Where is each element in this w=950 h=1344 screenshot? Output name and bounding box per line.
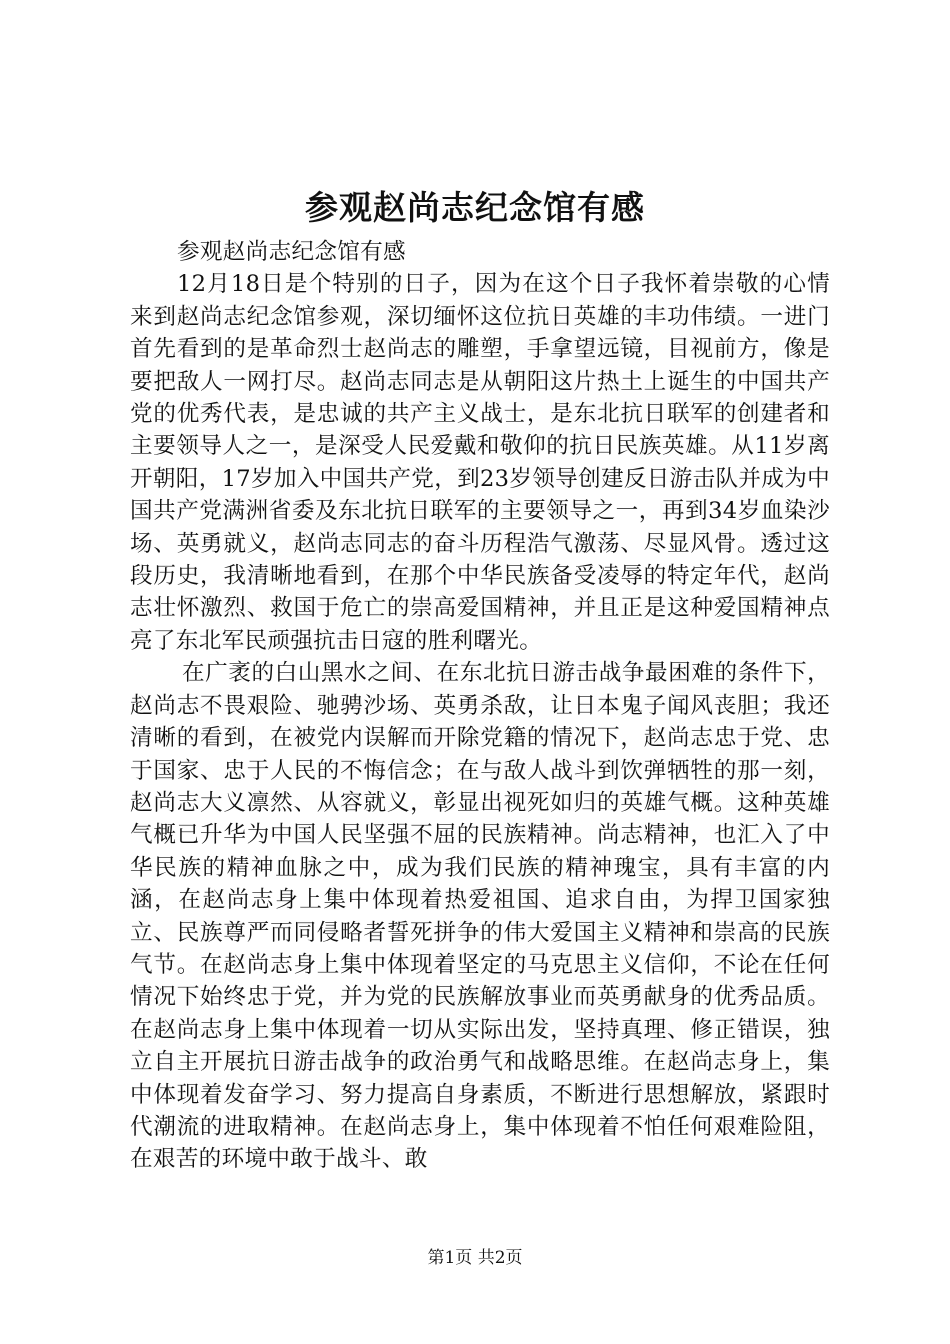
page-footer: 第1页 共2页 <box>427 1248 523 1268</box>
page-title: 参观赵尚志纪念馆有感 <box>305 188 645 227</box>
document-subtitle: 参观赵尚志纪念馆有感 <box>177 239 406 265</box>
document-body <box>130 236 830 1176</box>
paragraph: 12月18日是个特别的日子，因为在这个日子我怀着崇敬的心情来到赵尚志纪念馆参观，深切缅怀这位抗日英雄的丰功伟绩。一进门首先看到的是革命烈士赵尚志的雕塑，手拿望远镜，目视前方，像是要把敌人一网打尽。赵尚志同志是从朝阳这片热土上诞生的中国共产党的优秀代表，是忠诚的共产主义战士，是东北抗日联军的创建者和主要领导人之一，是深受人民爱戴和敬仰的抗日民族英雄。从11岁离开朝阳，17岁加入中国共产党，到23岁领导创建反日游击队并成为中国共产党满洲省委及东北抗日联军的主要领导之一，再到34岁血染沙场、英勇就义，赵尚志同志的奋斗历程浩气激荡、尽显风骨。透过这段历史，我清晰地看到，在那个中华民族备受凌辱的特定年代，赵尚志壮怀激烈、救国于危亡的崇高爱国精神，并且正是这种爱国精神点亮了东北军民顽强抗击日寇的胜利曙光。 <box>130 271 830 654</box>
paragraph: 在广袤的白山黑水之间、在东北抗日游击战争最困难的条件下，赵尚志不畏艰险、驰骋沙场、英勇杀敌，让日本鬼子闻风丧胆；我还清晰的看到，在被党内误解而开除党籍的情况下，赵尚志忠于党、忠于国家、忠于人民的不悔信念；在与敌人战斗到饮弹牺牲的那一刻，赵尚志大义凛然、从容就义，彰显出视死如归的英雄气概。这种英雄气概已升华为中国人民坚强不屈的民族精神。尚志精神，也汇入了中华民族的精神血脉之中，成为我们民族的精神瑰宝，具有丰富的内涵，在赵尚志身上集中体现着热爱祖国、追求自由，为捍卫国家独立、民族尊严而同侵略者誓死拼争的伟大爱国主义精神和崇高的民族气节。在赵尚志身上集中体现着坚定的马克思主义信仰，不论在任何情况下始终忠于党，并为党的民族解放事业而英勇献身的优秀品质。在赵尚志身上集中体现着一切从实际出发，坚持真理、修正错误，独立自主开展抗日游击战争的政治勇气和战略思维。在赵尚志身上，集中体现着发奋学习、努力提高自身素质，不断进行思想解放，紧跟时代潮流的进取精神。在赵尚志身上，集中体现着不怕任何艰难险阻，在艰苦的环境中敢于战斗、敢 <box>130 660 830 1173</box>
